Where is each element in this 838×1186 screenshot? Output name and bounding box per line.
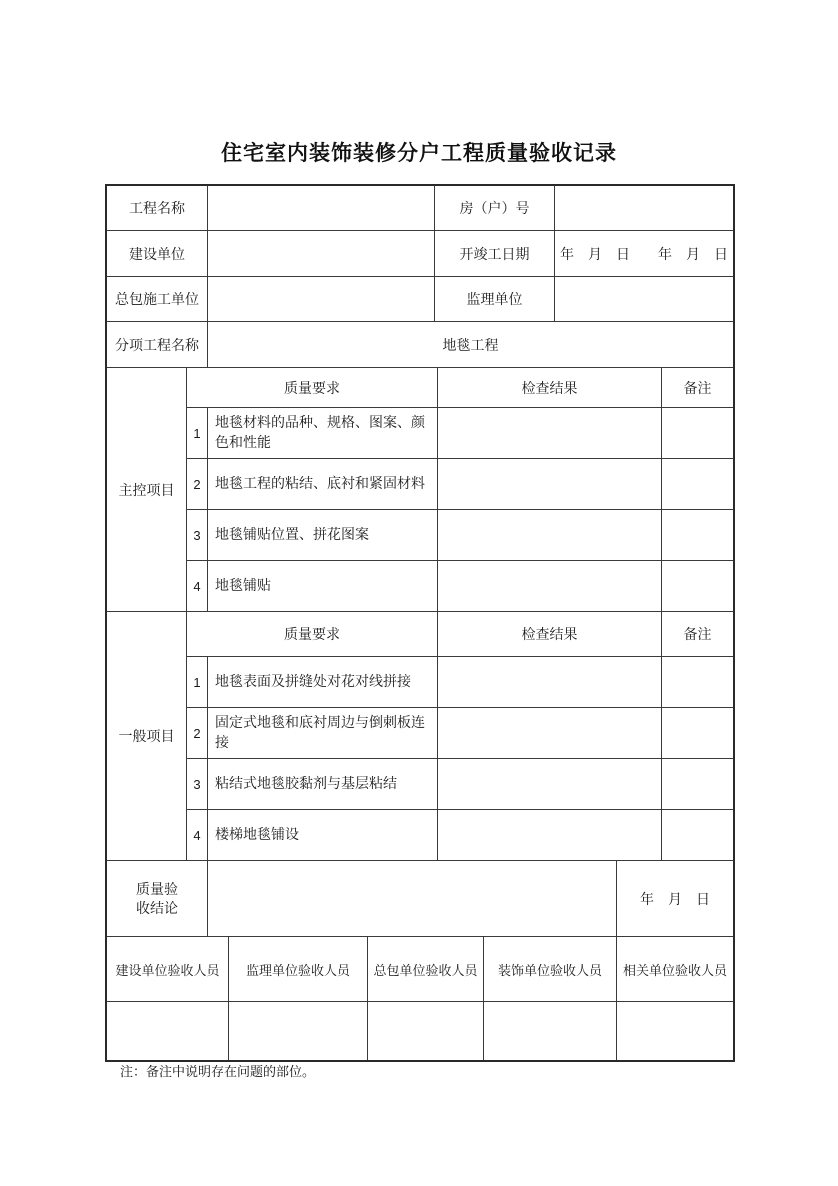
item-remark[interactable]	[662, 759, 733, 810]
item-requirement: 地毯材料的品种、规格、图案、颜色和性能	[208, 408, 438, 459]
info-row-project	[107, 186, 733, 231]
conclusion-row	[107, 861, 733, 937]
conclusion-label-text: 质量验收结论	[136, 880, 178, 916]
info-row-general-contractor	[107, 277, 733, 322]
section-main-control-items	[107, 368, 733, 612]
general-header-row	[187, 612, 733, 657]
sig-construction-unit-value[interactable]	[107, 1002, 229, 1060]
item-result[interactable]	[438, 510, 662, 561]
item-requirement: 地毯表面及拼缝处对花对线拼接	[208, 657, 438, 708]
item-no: 2	[187, 459, 208, 510]
section-general-label: 一般项目	[107, 612, 187, 861]
general-contractor-label: 总包施工单位	[107, 277, 208, 322]
house-number-value[interactable]	[555, 186, 733, 231]
item-result[interactable]	[438, 708, 662, 759]
general-item-row	[187, 657, 733, 708]
subproject-name-label: 分项工程名称	[107, 322, 208, 368]
item-no: 3	[187, 510, 208, 561]
main-control-item-row	[187, 561, 733, 612]
item-remark[interactable]	[662, 510, 733, 561]
sig-related-unit-header: 相关单位验收人员	[617, 937, 733, 1002]
subproject-name-value: 地毯工程	[208, 322, 733, 368]
item-no: 1	[187, 408, 208, 459]
sig-related-unit-value[interactable]	[617, 1002, 733, 1060]
general-item-row	[187, 708, 733, 759]
supervision-unit-label: 监理单位	[435, 277, 555, 322]
item-no: 2	[187, 708, 208, 759]
item-result[interactable]	[438, 408, 662, 459]
item-remark[interactable]	[662, 459, 733, 510]
sig-supervision-unit-value[interactable]	[229, 1002, 368, 1060]
house-number-label: 房（户）号	[435, 186, 555, 231]
sig-decoration-unit-header: 装饰单位验收人员	[484, 937, 617, 1002]
conclusion-value[interactable]	[208, 861, 617, 937]
remark-header: 备注	[662, 368, 733, 408]
item-remark[interactable]	[662, 408, 733, 459]
item-requirement: 楼梯地毯铺设	[208, 810, 438, 861]
item-no: 4	[187, 561, 208, 612]
sig-construction-unit-header: 建设单位验收人员	[107, 937, 229, 1002]
start-completion-date-label: 开竣工日期	[435, 231, 555, 277]
section-main-control-label: 主控项目	[107, 368, 187, 612]
general-item-row	[187, 759, 733, 810]
item-no: 1	[187, 657, 208, 708]
page-title: 住宅室内装饰装修分户工程质量验收记录	[221, 142, 617, 165]
item-requirement: 地毯工程的粘结、底衬和紧固材料	[208, 459, 438, 510]
construction-unit-value[interactable]	[208, 231, 435, 277]
item-requirement: 地毯铺贴位置、拼花图案	[208, 510, 438, 561]
result-header: 检查结果	[438, 612, 662, 657]
item-result[interactable]	[438, 657, 662, 708]
info-row-subproject	[107, 322, 733, 368]
item-requirement: 粘结式地毯胶黏剂与基层粘结	[208, 759, 438, 810]
conclusion-date[interactable]: 年 月 日	[617, 861, 733, 937]
item-result[interactable]	[438, 759, 662, 810]
general-item-row	[187, 810, 733, 861]
section-general-items	[107, 612, 733, 861]
item-remark[interactable]	[662, 708, 733, 759]
acceptance-record-table	[105, 184, 735, 1062]
main-control-item-row	[187, 408, 733, 459]
item-result[interactable]	[438, 459, 662, 510]
item-no: 3	[187, 759, 208, 810]
requirement-header: 质量要求	[187, 612, 438, 657]
sig-supervision-unit-header: 监理单位验收人员	[229, 937, 368, 1002]
signature-value-row	[107, 1002, 733, 1060]
construction-unit-label: 建设单位	[107, 231, 208, 277]
item-remark[interactable]	[662, 657, 733, 708]
remark-header: 备注	[662, 612, 733, 657]
main-control-item-row	[187, 510, 733, 561]
result-header: 检查结果	[438, 368, 662, 408]
footnote: 注：备注中说明存在问题的部位。	[120, 1064, 316, 1079]
main-control-header-row	[187, 368, 733, 408]
item-remark[interactable]	[662, 561, 733, 612]
item-result[interactable]	[438, 561, 662, 612]
supervision-unit-value[interactable]	[555, 277, 733, 322]
item-remark[interactable]	[662, 810, 733, 861]
signature-header-row	[107, 937, 733, 1002]
sig-general-contractor-value[interactable]	[368, 1002, 484, 1060]
requirement-header: 质量要求	[187, 368, 438, 408]
item-result[interactable]	[438, 810, 662, 861]
item-requirement: 地毯铺贴	[208, 561, 438, 612]
item-requirement: 固定式地毯和底衬周边与倒刺板连接	[208, 708, 438, 759]
conclusion-label	[107, 861, 208, 937]
item-no: 4	[187, 810, 208, 861]
sig-general-contractor-header: 总包单位验收人员	[368, 937, 484, 1002]
start-completion-date-value[interactable]: 年 月 日 年 月 日	[555, 231, 733, 277]
project-name-label: 工程名称	[107, 186, 208, 231]
project-name-value[interactable]	[208, 186, 435, 231]
info-row-construction-unit	[107, 231, 733, 277]
main-control-item-row	[187, 459, 733, 510]
sig-decoration-unit-value[interactable]	[484, 1002, 617, 1060]
general-contractor-value[interactable]	[208, 277, 435, 322]
